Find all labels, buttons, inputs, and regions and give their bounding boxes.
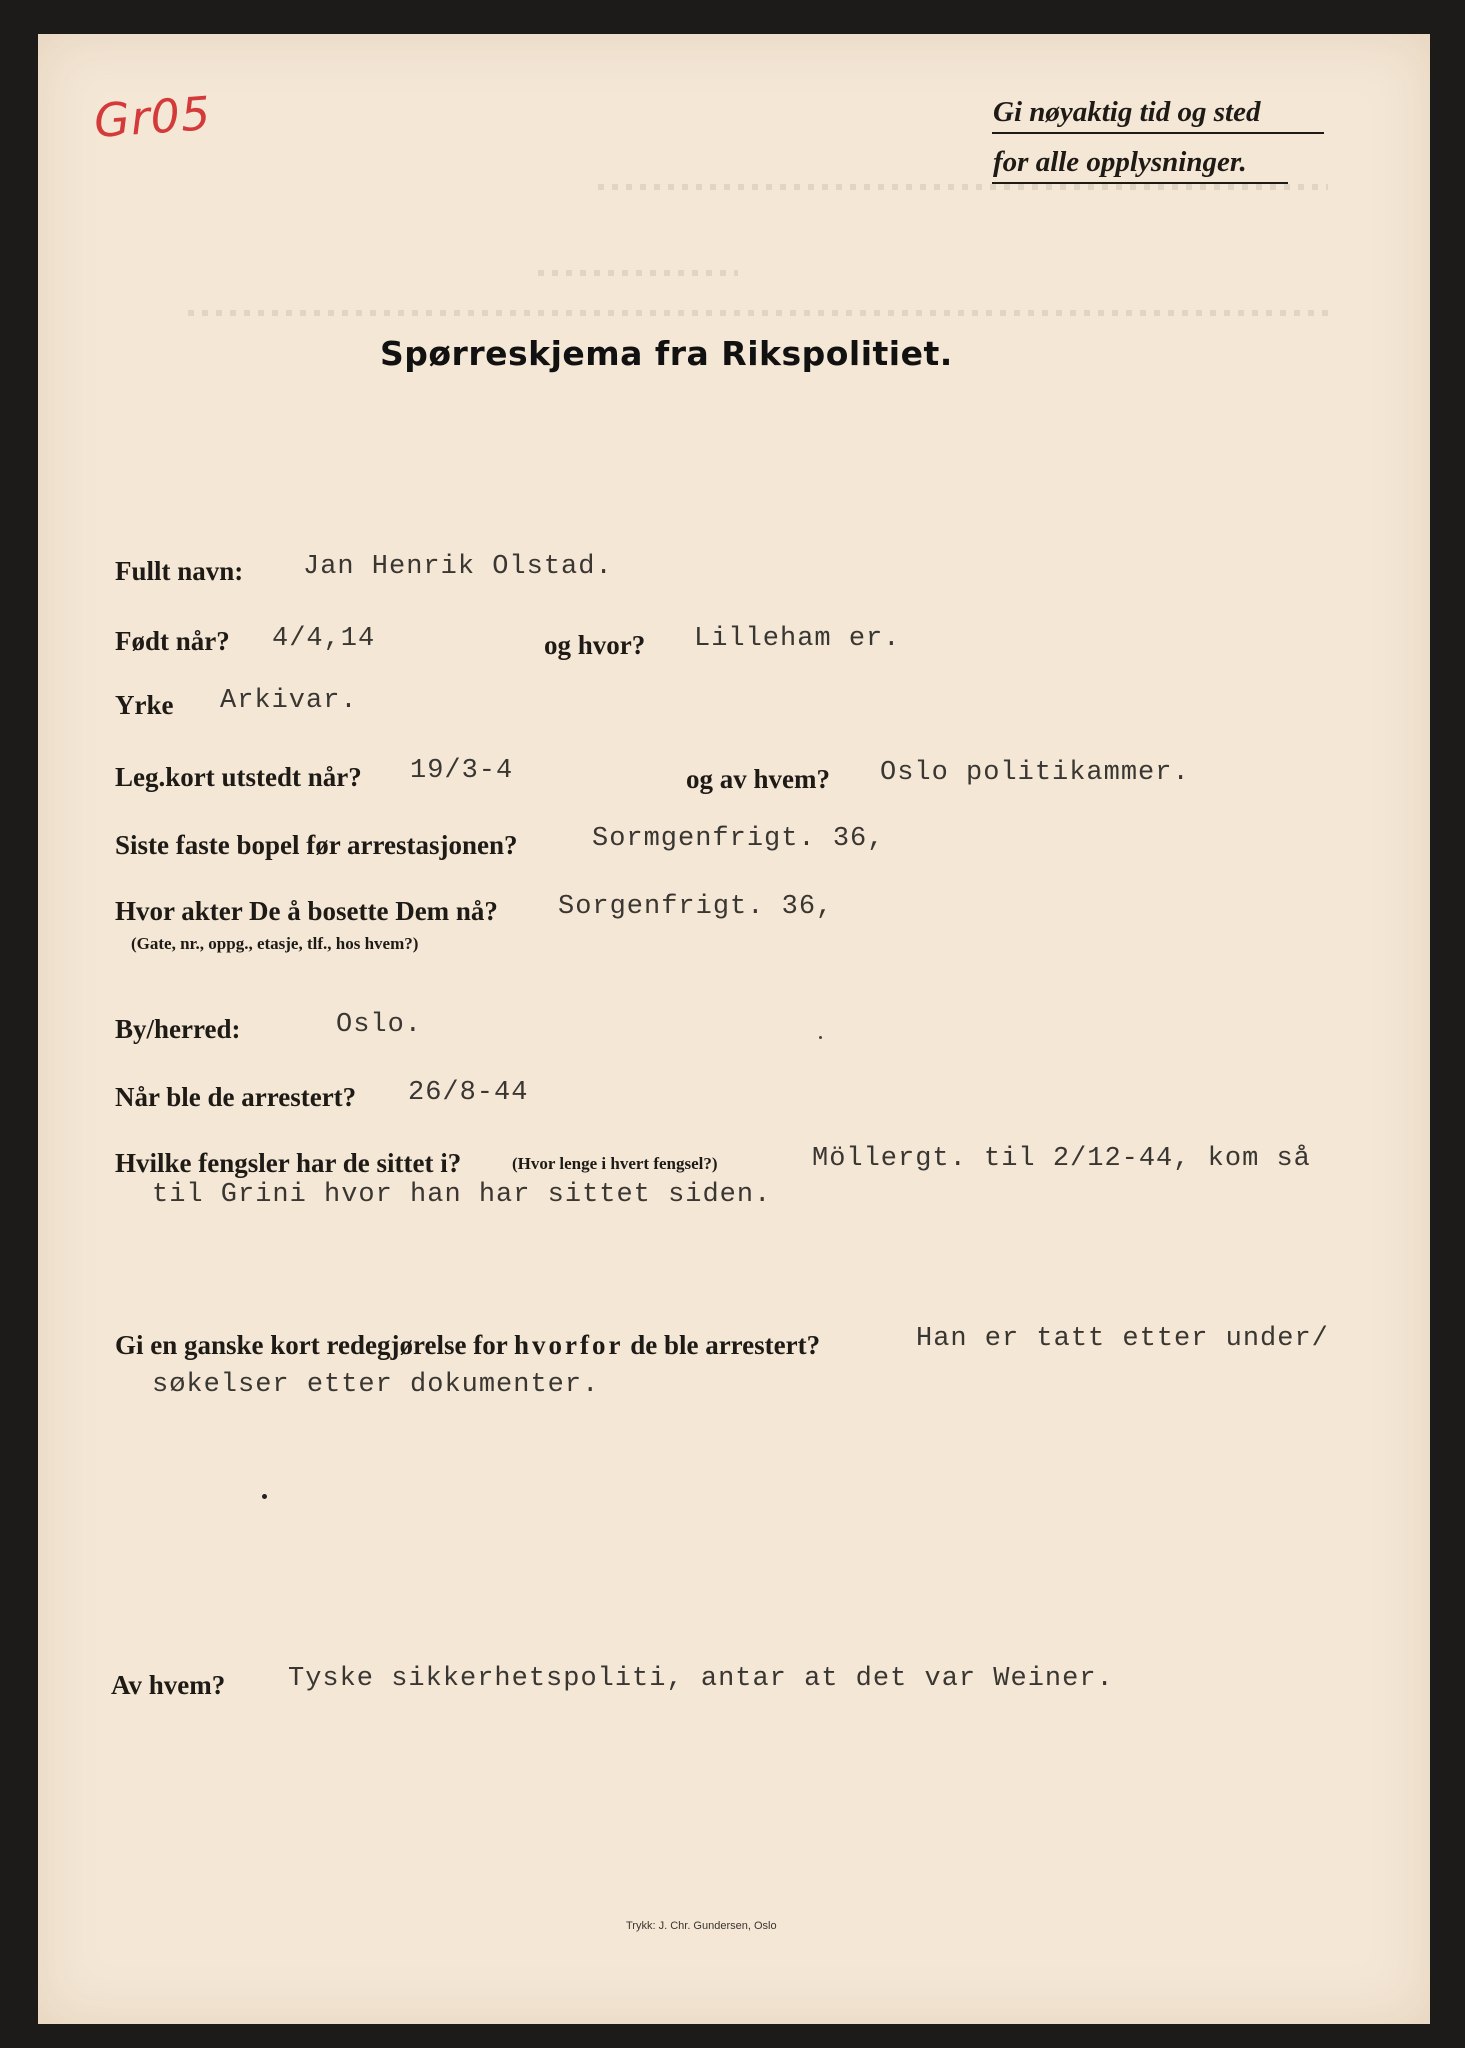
born-where-label: og hvor? — [544, 630, 646, 660]
reason-value-line-1: Han er tatt etter under/ — [916, 1324, 1329, 1354]
id-issued-by-value: Oslo politikammer. — [880, 758, 1190, 788]
bleed-through — [188, 310, 1328, 316]
id-issued-by-label: og av hvem? — [686, 764, 830, 794]
occupation-label: Yrke — [115, 690, 174, 720]
municipality-label: By/herred: — [115, 1014, 241, 1044]
page-title: Spørreskjema fra Rikspolitiet. — [380, 334, 953, 373]
prisons-sublabel: (Hvor lenge i hvert fengsel?) — [512, 1154, 718, 1173]
reason-value-line-2: søkelser etter dokumenter. — [152, 1370, 600, 1400]
archive-mark: Gr05 — [92, 85, 213, 149]
bleed-through — [598, 184, 1328, 190]
settle-where-sublabel: (Gate, nr., oppg., etasje, tlf., hos hvem?) — [131, 934, 419, 953]
by-whom-label: Av hvem? — [111, 1670, 226, 1700]
last-address-value: Sormgenfrigt. 36, — [592, 824, 885, 854]
notice-line-1: Gi nøyaktig tid og sted — [993, 96, 1261, 128]
prisons-value-line-1: Möllergt. til 2/12-44, kom så — [812, 1144, 1311, 1174]
reason-label-emph: hvorfor — [513, 1330, 624, 1360]
notice-line-2: for alle opplysninger. — [993, 146, 1247, 178]
born-where-value: Lilleham er. — [694, 624, 901, 654]
by-whom-value: Tyske sikkerhetspoliti, antar at det var Weiner. — [288, 1664, 1114, 1694]
id-issued-when-value: 19/3-4 — [410, 756, 514, 786]
id-issued-when-label: Leg.kort utstedt når? — [115, 762, 362, 792]
born-when-label: Født når? — [115, 626, 230, 656]
prisons-label: Hvilke fengsler har de sittet i? — [115, 1148, 462, 1178]
prisons-value-line-2: til Grini hvor han har sittet siden. — [152, 1180, 772, 1210]
arrested-when-value: 26/8-44 — [408, 1078, 529, 1108]
occupation-value: Arkivar. — [220, 686, 358, 716]
last-address-label: Siste faste bopel før arrestasjonen? — [115, 830, 518, 860]
settle-where-value: Sorgenfrigt. 36, — [558, 892, 834, 922]
notice-underline-1 — [992, 132, 1324, 134]
born-when-value: 4/4,14 — [272, 624, 376, 654]
form-sheet — [38, 34, 1430, 2024]
settle-where-label: Hvor akter De å bosette Dem nå? — [115, 896, 498, 926]
municipality-value: Oslo. — [336, 1010, 423, 1040]
paper-speck — [819, 1036, 822, 1039]
reason-label-pre: Gi en ganske kort redegjørelse for — [115, 1330, 508, 1360]
paper-speck — [262, 1494, 267, 1499]
full-name-label: Fullt navn: — [115, 556, 244, 586]
full-name-value: Jan Henrik Olstad. — [303, 552, 613, 582]
bleed-through — [538, 270, 738, 276]
reason-label-post: de ble arrestert? — [630, 1330, 821, 1360]
arrested-when-label: Når ble de arrestert? — [115, 1082, 357, 1112]
printer-imprint: Trykk: J. Chr. Gundersen, Oslo — [626, 1920, 777, 1932]
reason-label — [115, 1330, 820, 1361]
